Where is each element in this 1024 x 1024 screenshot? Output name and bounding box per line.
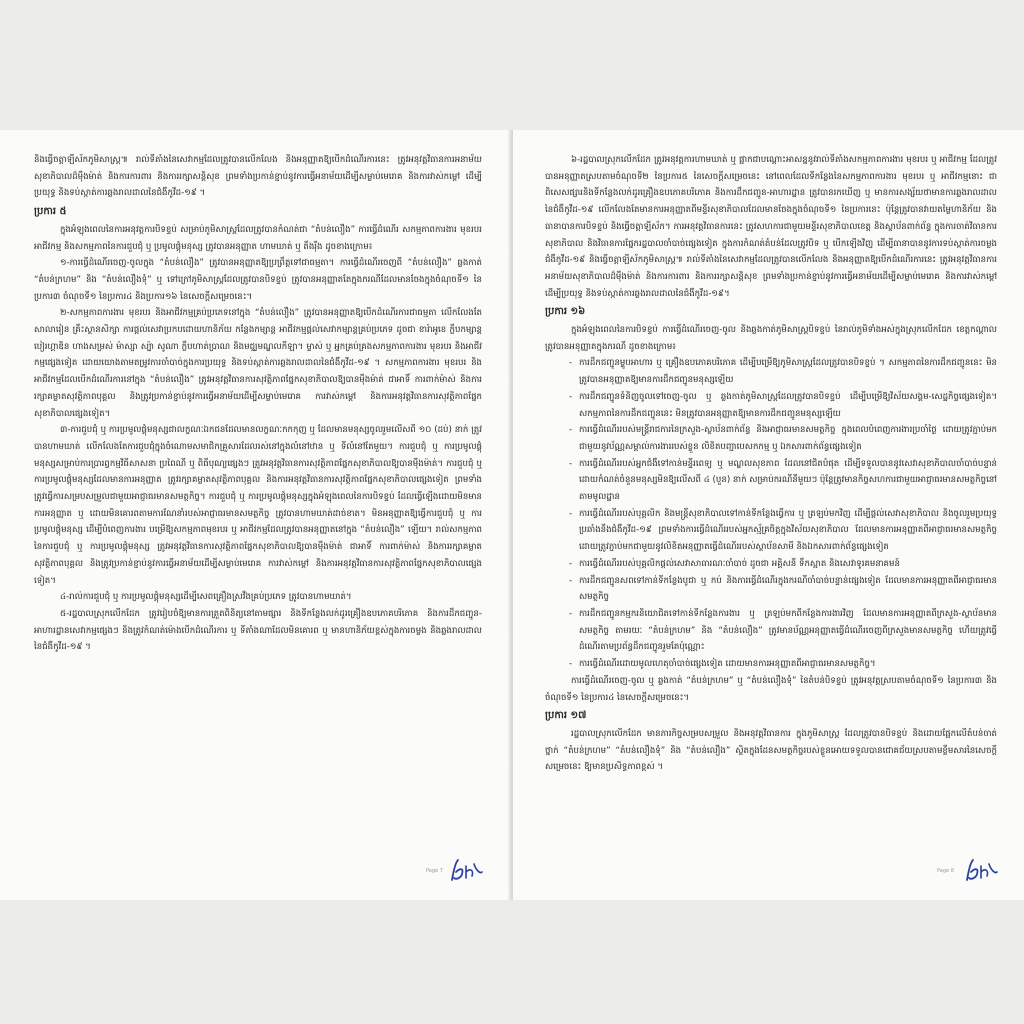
dash-list bbox=[545, 355, 997, 672]
list-item: - ការដឹកជញ្ជូនម្ហូបអាហារ ឬ គ្រឿងឧបភោគបរិភោគ ដើម្បីបម្រើឱ្យភូមិសាស្ត្រដែលត្រូវបានបិទខ្ទប់ ។ សកម្មភាពនៃការដឹកជញ្ជូននេះ មិនត្រូវបានអនុញ្ញាតឱ្យមានការដឹកជញ្ជូនមនុស្សឡើយ bbox=[579, 355, 997, 388]
list-item: - ការធ្វើដំណើររបស់មន្ត្រីរាជការនៃក្រសួង-ស្ថាប័នពាក់ព័ន្ធ និងអាជ្ញាធរមានសមត្ថកិច្ច ក្នុងពេលបំពេញការងារប្រចាំថ្ងៃ ដោយត្រូវភ្ជាប់មកជាមួយនូវប័ណ្ណសម្គាល់ការងាររបស់ខ្លួន លិខិតបញ្ជាបេសកកម្ម ឬ ឯកសារពាក់ព័ន្ធផ្សេងទៀត bbox=[579, 422, 997, 455]
list-item: - ការដឹកជញ្ជូនទំនិញចូលទៅចេញ-ចូល ឬ ឆ្លងកាត់ភូមិសាស្ត្រដែលត្រូវបានបិទខ្ទប់ ដើម្បីបម្រើឱ្យវិស័យសង្គម-សេដ្ឋកិច្ចផ្សេងទៀត។ សកម្មភាពនៃការដឹកជញ្ជូននេះ មិនត្រូវបានអនុញ្ញាតឱ្យមានការដឹកជញ្ជូនមនុស្សឡើយ bbox=[579, 389, 997, 422]
right-handwritten-initials bbox=[961, 854, 1001, 888]
body-paragraph: ក្នុងអំឡុងពេលនៃការបិទខ្ទប់ ការធ្វើដំណើរចេញ-ចូល និងឆ្លងកាត់ភូមិសាស្ត្របិទខ្ទប់ នៃរាល់ភូមិទាំងអស់ក្នុងស្រុកលើកដែក ខេត្តកណ្តាល ត្រូវបានអនុញ្ញាតក្នុងករណី ដូចខាងក្រោម៖ bbox=[545, 325, 997, 352]
body-paragraph: និងធ្វើចត្តាឡីស័កភូមិសាស្រ្ត៕ រាល់ទីតាំងនៃសេវាកម្មដែលត្រូវបានលើកលែង និងអនុញ្ញាតឱ្យបើកដំណើរការនេះ ត្រូវអនុវត្តវិធានការអនាម័យសុខាភិបាលដ៏ម៉ឺងម៉ាត់ និងការការពារ និងការរក្សាសន្តិសុខ ព្រមទាំងប្រកាន់ខ្ជាប់នូវការធ្វើអនាម័យដើម្បីសម្លាប់មេរោគ និងការវាស់កម្ដៅ ដើម្បីប្រយុទ្ធ និងទប់ស្កាត់ការឆ្លងរាលដាលនៃជំងឺកូវីដ-១៩ ។ bbox=[34, 155, 482, 199]
list-item: - ការដឹកជញ្ជូនកម្មករនិយោជិតទៅកាន់ទីកន្លែងការងារ ឬ ត្រឡប់មកពីកន្លែងការងារវិញ ដែលមានការអនុញ្ញាតពីក្រសួង-ស្ថាប័នមានសមត្ថកិច្ច តាមរយៈ “តំបន់ក្រហម” និង “តំបន់លឿង” ត្រូវមានប័ណ្ណអនុញ្ញាតធ្វើដំណើរចេញពីក្រសួងមានសមត្ថកិច្ច ហើយត្រូវធ្វើដំណើរតាមប្រព័ន្ធដឹកជញ្ជូនរួមតែប៉ុណ្ណោះ bbox=[579, 606, 997, 656]
right-page-number: Page 8 bbox=[937, 868, 954, 874]
body-paragraph: ក្នុងអំឡុងពេលនៃការអនុវត្តការបិទខ្ទប់ សម្រាប់ភូមិសាស្ត្រដែលត្រូវបានកំណត់ជា “តំបន់លឿង” ការធ្វើដំណើរ សកម្មភាពការងារ មុខរបរ អាជីវកម្ម និងសកម្មភាពនៃការជួបជុំ ឬ ប្រមូលផ្តុំមនុស្ស ត្រូវបានអនុញ្ញាត ហាមឃាត់ ឬ តឹងរ៉ឹង ដូចខាងក្រោម៖ bbox=[34, 224, 482, 252]
list-item: - ការធ្វើដំណើររបស់បុគ្គលិកផ្តល់សេវាសាធារណៈចាំបាច់ ដូចជា អគ្គិសនី ទឹកស្អាត និងសេវាទូរគមនាគមន៍ bbox=[579, 556, 997, 573]
right-page-text bbox=[545, 152, 997, 776]
body-paragraph: ៤-រាល់ការជួបជុំ ឬ ការប្រមូលផ្តុំមនុស្សដើម្បីសេពគ្រឿងស្រវឹងគ្រប់ប្រភេទ ត្រូវបានហាមឃាត់។ bbox=[60, 592, 352, 603]
list-item: - ការធ្វើដំណើរដោយមូលហេតុចាំបាច់ផ្សេងទៀត ដោយមានការអនុញ្ញាតពីអាជ្ញាធរមានសមត្ថកិច្ច។ bbox=[579, 656, 997, 673]
article-heading-row bbox=[545, 706, 997, 726]
body-paragraph: ២-សកម្មភាពការងារ មុខរបរ និងអាជីវកម្មគ្រប់ប្រភេទនៅក្នុង “តំបន់លឿង” ត្រូវបានអនុញ្ញាតឱ្យបើកដំណើរការជាធម្មតា លើកលែងតែសាលារៀន គ្រឹះស្ថានសិក្សា ការផ្តល់សេវាប្រកបដោយហានិភ័យ កន្លែងកម្សាន្ត អាជីវកម្មផ្តល់សេវាកម្សាន្តគ្រប់ប្រភេទ ដូចជា ខារ៉ាអូខេ ក្លឹបកម្សាន្ត បៀរហ្គាឌិន ហាងសម្រស់ ម៉ាស្សា ស្ប៉ា សូណា ក្លឹបហាត់ប្រាណ និងមជ្ឈមណ្ឌលកីឡា។ ម្ចាស់ ឬ អ្នកគ្រប់គ្រងសកម្មភាពការងារ មុខរបរ និងអាជីវកម្មផ្សេងទៀត ដោយយោងតាមតម្រូវការចាំបាច់ក្នុងការប្រយុទ្ធ និងទប់ស្កាត់ការឆ្លងរាលដាលនៃជំងឺកូវីដ-១៩ ។ សកម្មភាពការងារ មុខរបរ និងអាជីវកម្មដែលបើកដំណើរការនៅក្នុង “តំបន់លឿង” ត្រូវអនុវត្តវិធានការសុវត្ថិភាពផ្នែកសុខាភិបាលឱ្យបានម៉ឺងម៉ាត់ ជាអាទិ៍ ការពាក់ម៉ាស់ និងការរក្សាគម្លាតសុវត្ថិភាពបុគ្គល និងត្រូវប្រកាន់ខ្ជាប់នូវការធ្វើអនាម័យដើម្បីសម្លាប់មេរោគ ការវាស់កម្ដៅ និងការអនុវត្តវិធានការសុវត្ថិភាពផ្នែកសុខាភិបាលផ្សេងទៀត។ bbox=[34, 308, 482, 419]
list-item: - ការធ្វើដំណើររបស់បុគ្គលិក និងមន្ត្រីសុខាភិបាលទៅកាន់ទីកន្លែងធ្វើការ ឬ ត្រឡប់មកវិញ ដើម្បីផ្តល់សេវាសុខាភិបាល និងចូលរួមប្រយុទ្ធប្រឆាំងនឹងជំងឺកូវីដ-១៩ ព្រមទាំងការធ្វើដំណើររបស់អ្នកស្ម័គ្រចិត្តក្នុងវិស័យសុខាភិបាល ដែលមានការអនុញ្ញាតពីអាជ្ញាធរមានសមត្ថកិច្ច ដោយត្រូវភ្ជាប់មកជាមួយនូវលិខិតអនុញ្ញាតធ្វើដំណើររបស់ស្ថាប័នសាមី និងឯកសារពាក់ព័ន្ធផ្សេងទៀត bbox=[579, 506, 997, 556]
left-page-text bbox=[34, 152, 482, 656]
body-paragraph: ៦-រដ្ឋបាលស្រុកលើកដែក ត្រូវអនុវត្តការហាមឃាត់ ឬ ផ្អាកជាបណ្ដោះអាសន្ននូវរាល់ទីតាំងសកម្មភាពការងារ មុខរបរ ឬ អាជីវកម្ម ដែលត្រូវបានអនុញ្ញាតស្របតាមចំណុចទី២ នៃប្រការ៥ នៃសេចក្តីសម្រេចនេះ នៅពេលដែលទីកន្លែងនៃសកម្មភាពការងារ មុខរបរ ឬ អាជីវកម្មនោះ ជាពិសេសផ្សារនិងទីកន្លែងលក់ដូរគ្រឿងឧបភោគបរិភោគ និងការដឹកជញ្ជូន-អាហារដ្ឋាន ត្រូវបានរកឃើញ ឬ មានការសង្ស័យថាមានការឆ្លងរាលដាលនៃជំងឺកូវីដ-១៩ លើកលែងតែមានការអនុញ្ញាតពីមន្ទីរសុខាភិបាលដែលមានចែងក្នុងចំណុចទី១ នៃប្រការនេះ ប៉ុន្តែត្រូវបានវាយតម្លៃហានិភ័យ និងធានាបានការបិទខ្ទប់ និងធ្វើចត្តាឡីស័ក។ ការអនុវត្តវិធានការនេះ ត្រូវសហការជាមួយមន្ទីរសុខាភិបាលខេត្ត និងស្ថាប័នពាក់ព័ន្ធ ក្នុងការចាត់វិធានការសុខាភិបាល និងវិធានការផ្នែករដ្ឋបាលចាំបាច់ផ្សេងទៀត ក្នុងការកំណត់តំបន់ដែលត្រូវបិទ ឬ បើកឡើងវិញ ដើម្បីធានាបាននូវការទប់ស្កាត់ការចម្លងជំងឺកូវីដ-១៩ និងធ្វើចត្តាឡីស័កភូមិសាស្រ្ត៕ រាល់ទីតាំងនៃសេវាកម្មដែលត្រូវបានលើកលែង និងអនុញ្ញាតឱ្យបើកដំណើរការនេះ ត្រូវអនុវត្តវិធានការអនាម័យសុខាភិបាលដ៏ម៉ឺងម៉ាត់ និងការការពារ និងការរក្សាសន្តិសុខ ព្រមទាំងប្រកាន់ខ្ជាប់នូវការធ្វើអនាម័យដើម្បីសម្លាប់មេរោគ និងការវាស់កម្ដៅ ដើម្បីប្រយុទ្ធ និងទប់ស្កាត់ការឆ្លងរាលដាលនៃជំងឺកូវីដ-១៩។ bbox=[545, 155, 997, 299]
signature-initials-icon bbox=[446, 854, 486, 888]
body-paragraph: ៣-ការជួបជុំ ឬ ការប្រមូលផ្តុំមនុស្សជាលក្ខណៈឯកជនដែលមានលក្ខណៈកកកុញ ឬ ដែលមានមនុស្សចូលរួមលើសពី ១០ (ដប់) នាក់ ត្រូវបានហាមឃាត់ លើកលែងតែការជួបជុំក្នុងចំណោមសមាជិកគ្រួសារដែលរស់នៅក្នុងលំនៅឋាន ឬ ទីលំនៅតែមួយ។ ការជួបជុំ ឬ ការប្រមូលផ្តុំមនុស្សសម្រាប់ការប្រារព្ធកម្មវិធីសាសនា ប្រពៃណី ឬ ពិធីបុណ្យផ្សេងៗ ត្រូវអនុវត្តវិធានការសុវត្ថិភាពផ្នែកសុខាភិបាលឱ្យបានម៉ឺងម៉ាត់។ ការជួបជុំ ឬ ការប្រមូលផ្តុំមនុស្សដែលមានការអនុញ្ញាត ត្រូវរក្សាគម្លាតសុវត្ថិភាពបុគ្គល និងការអនុវត្តវិធានការសុវត្ថិភាពផ្នែកសុខាភិបាលផ្សេងទៀត ព្រមទាំងត្រូវធ្វើការសម្របសម្រួលជាមួយអាជ្ញាធរមានសមត្ថកិច្ច។ ការជួបជុំ ឬ ការប្រមូលផ្តុំមនុស្សក្នុងអំឡុងពេលនៃការបិទខ្ទប់ ដែលធ្វើឡើងដោយមិនមានការអនុញ្ញាត ឬ ដោយមិនគោរពតាមការណែនាំរបស់អាជ្ញាធរមានសមត្ថកិច្ច ត្រូវបានហាមឃាត់ដាច់ខាត។ មិនអនុញ្ញាតឱ្យធ្វើការជួបជុំ ឬ ការប្រមូលផ្តុំមនុស្ស ដើម្បីបំពេញការងារ បម្រើឱ្យសកម្មភាពមុខរបរ ឬ អាជីវកម្មដែលត្រូវបានអនុញ្ញាតនៅក្នុង “តំបន់លឿង” ឡើយ។ រាល់សកម្មភាពនៃការជួបជុំ ឬ ការប្រមូលផ្តុំមនុស្ស ត្រូវអនុវត្តវិធានការសុវត្ថិភាពផ្នែកសុខាភិបាលឱ្យបានម៉ឺងម៉ាត់ ជាអាទិ៍ ការពាក់ម៉ាស់ និងការរក្សាគម្លាតសុវត្ថិភាពបុគ្គល និងត្រូវប្រកាន់ខ្ជាប់នូវការធ្វើអនាម័យដើម្បីសម្លាប់មេរោគ ការវាស់កម្ដៅ និងការអនុវត្តវិធានការសុវត្ថិភាពផ្នែកសុខាភិបាលផ្សេងទៀត។ bbox=[34, 425, 482, 586]
right-page bbox=[513, 130, 1024, 900]
article-heading-row bbox=[34, 202, 482, 222]
body-paragraph: ការធ្វើដំណើរចេញ-ចូល ឬ ឆ្លងកាត់ “តំបន់ក្រហម” ឬ “តំបន់លឿងទុំ” នៃតំបន់បិទខ្ទប់ ត្រូវអនុវត្តស្របតាមចំណុចទី១ នៃប្រការ៣ និងចំណុចទី១ នៃប្រការ៤ នៃសេចក្តីសម្រេចនេះ។ bbox=[545, 675, 997, 703]
list-item: - ការដឹកជញ្ជូនសពទៅកាន់ទីកន្លែងបូជា ឬ កប់ និងការធ្វើដំណើរក្នុងករណីចាំបាច់បន្ទាន់ផ្សេងទៀត ដែលមានការអនុញ្ញាតពីអាជ្ញាធរមានសមត្ថកិច្ច bbox=[579, 573, 997, 606]
body-paragraph: ៥-រដ្ឋបាលស្រុកលើកដែក ត្រូវរៀបចំឱ្យមានការត្រួតពិនិត្យនៅតាមផ្សារ និងទីកន្លែងលក់ដូរគ្រឿងឧបភោគបរិភោគ និងការដឹកជញ្ជូន-អាហារដ្ឋានសេវាកម្មផ្សេងៗ និងត្រូវកំណត់ម៉ោងបើកដំណើរការ ឬ ទីតាំងណាដែលមិនគោរព ឬ មានហានិភ័យខ្ពស់ក្នុងការចម្លង និងឆ្លងរាលដាលនៃជំងឺកូវីដ-១៩ ។ bbox=[34, 608, 482, 653]
body-paragraph: រដ្ឋបាលស្រុកលើកដែក មានភារកិច្ចសម្របសម្រួល និងអនុវត្តវិធានការ ក្នុងភូមិសាស្ត្រ ដែលត្រូវបានបិទខ្ទប់ និងដោយផ្អែកលើតំបន់ចាត់ថ្នាក់ “តំបន់ក្រហម” “តំបន់លឿងទុំ” និង “តំបន់លឿង” ស្ថិតក្នុងដែនសមត្ថកិច្ចរបស់ខ្លួនអោយទទួលបានជោគជ័យស្របតាមខ្លឹមសារនៃសេចក្តីសម្រេចនេះ ឱ្យមានប្រសិទ្ធភាពខ្ពស់ ។ bbox=[545, 728, 997, 773]
left-page bbox=[0, 130, 511, 900]
article-heading: ប្រការ ៥ bbox=[34, 206, 67, 218]
left-page-number: Page 7 bbox=[426, 868, 443, 874]
left-handwritten-initials bbox=[446, 854, 486, 888]
article-heading: ប្រការ ១៦ bbox=[545, 306, 586, 318]
list-item: - ការធ្វើដំណើររបស់អ្នកជំងឺទៅកាន់មន្ទីរពេទ្យ ឬ មណ្ឌលសុខភាព ដែលនៅជិតបំផុត ដើម្បីទទួលបាននូវសេវាសុខាភិបាលចាំបាច់បន្ទាន់ ដោយកំណត់ចំនួនមនុស្សមិនឱ្យលើសពី ៤ (បួន) នាក់ សម្រាប់ករណីនីមួយៗ ប៉ុន្តែត្រូវមានកិច្ចសហការជាមួយអាជ្ញាធរមានសមត្ថកិច្ចនៅតាមមូលដ្ឋាន bbox=[579, 456, 997, 506]
article-heading-row bbox=[545, 302, 997, 322]
body-paragraph: ១-ការធ្វើដំណើរចេញ-ចូលក្នុង “តំបន់លឿង” ត្រូវបានអនុញ្ញាតឱ្យប្រព្រឹត្តទៅជាធម្មតា។ ការធ្វើដំណើរចេញពី “តំបន់លឿង” ឆ្លងកាត់ “តំបន់ក្រហម” និង “តំបន់លឿងទុំ” ឬ ទៅក្រៅភូមិសាស្ត្រដែលត្រូវបានបិទខ្ទប់ ត្រូវបានអនុញ្ញាតតែក្នុងករណីដែលមានចែងក្នុងចំណុចទី១ នៃប្រការ៣ ចំណុចទី១ នៃប្រការ៤ និងប្រការ១៦ នៃសេចក្តីសម្រេចនេះ។ bbox=[34, 258, 482, 302]
article-heading: ប្រការ ១៧ bbox=[545, 710, 587, 722]
signature-initials-icon bbox=[961, 854, 1001, 888]
